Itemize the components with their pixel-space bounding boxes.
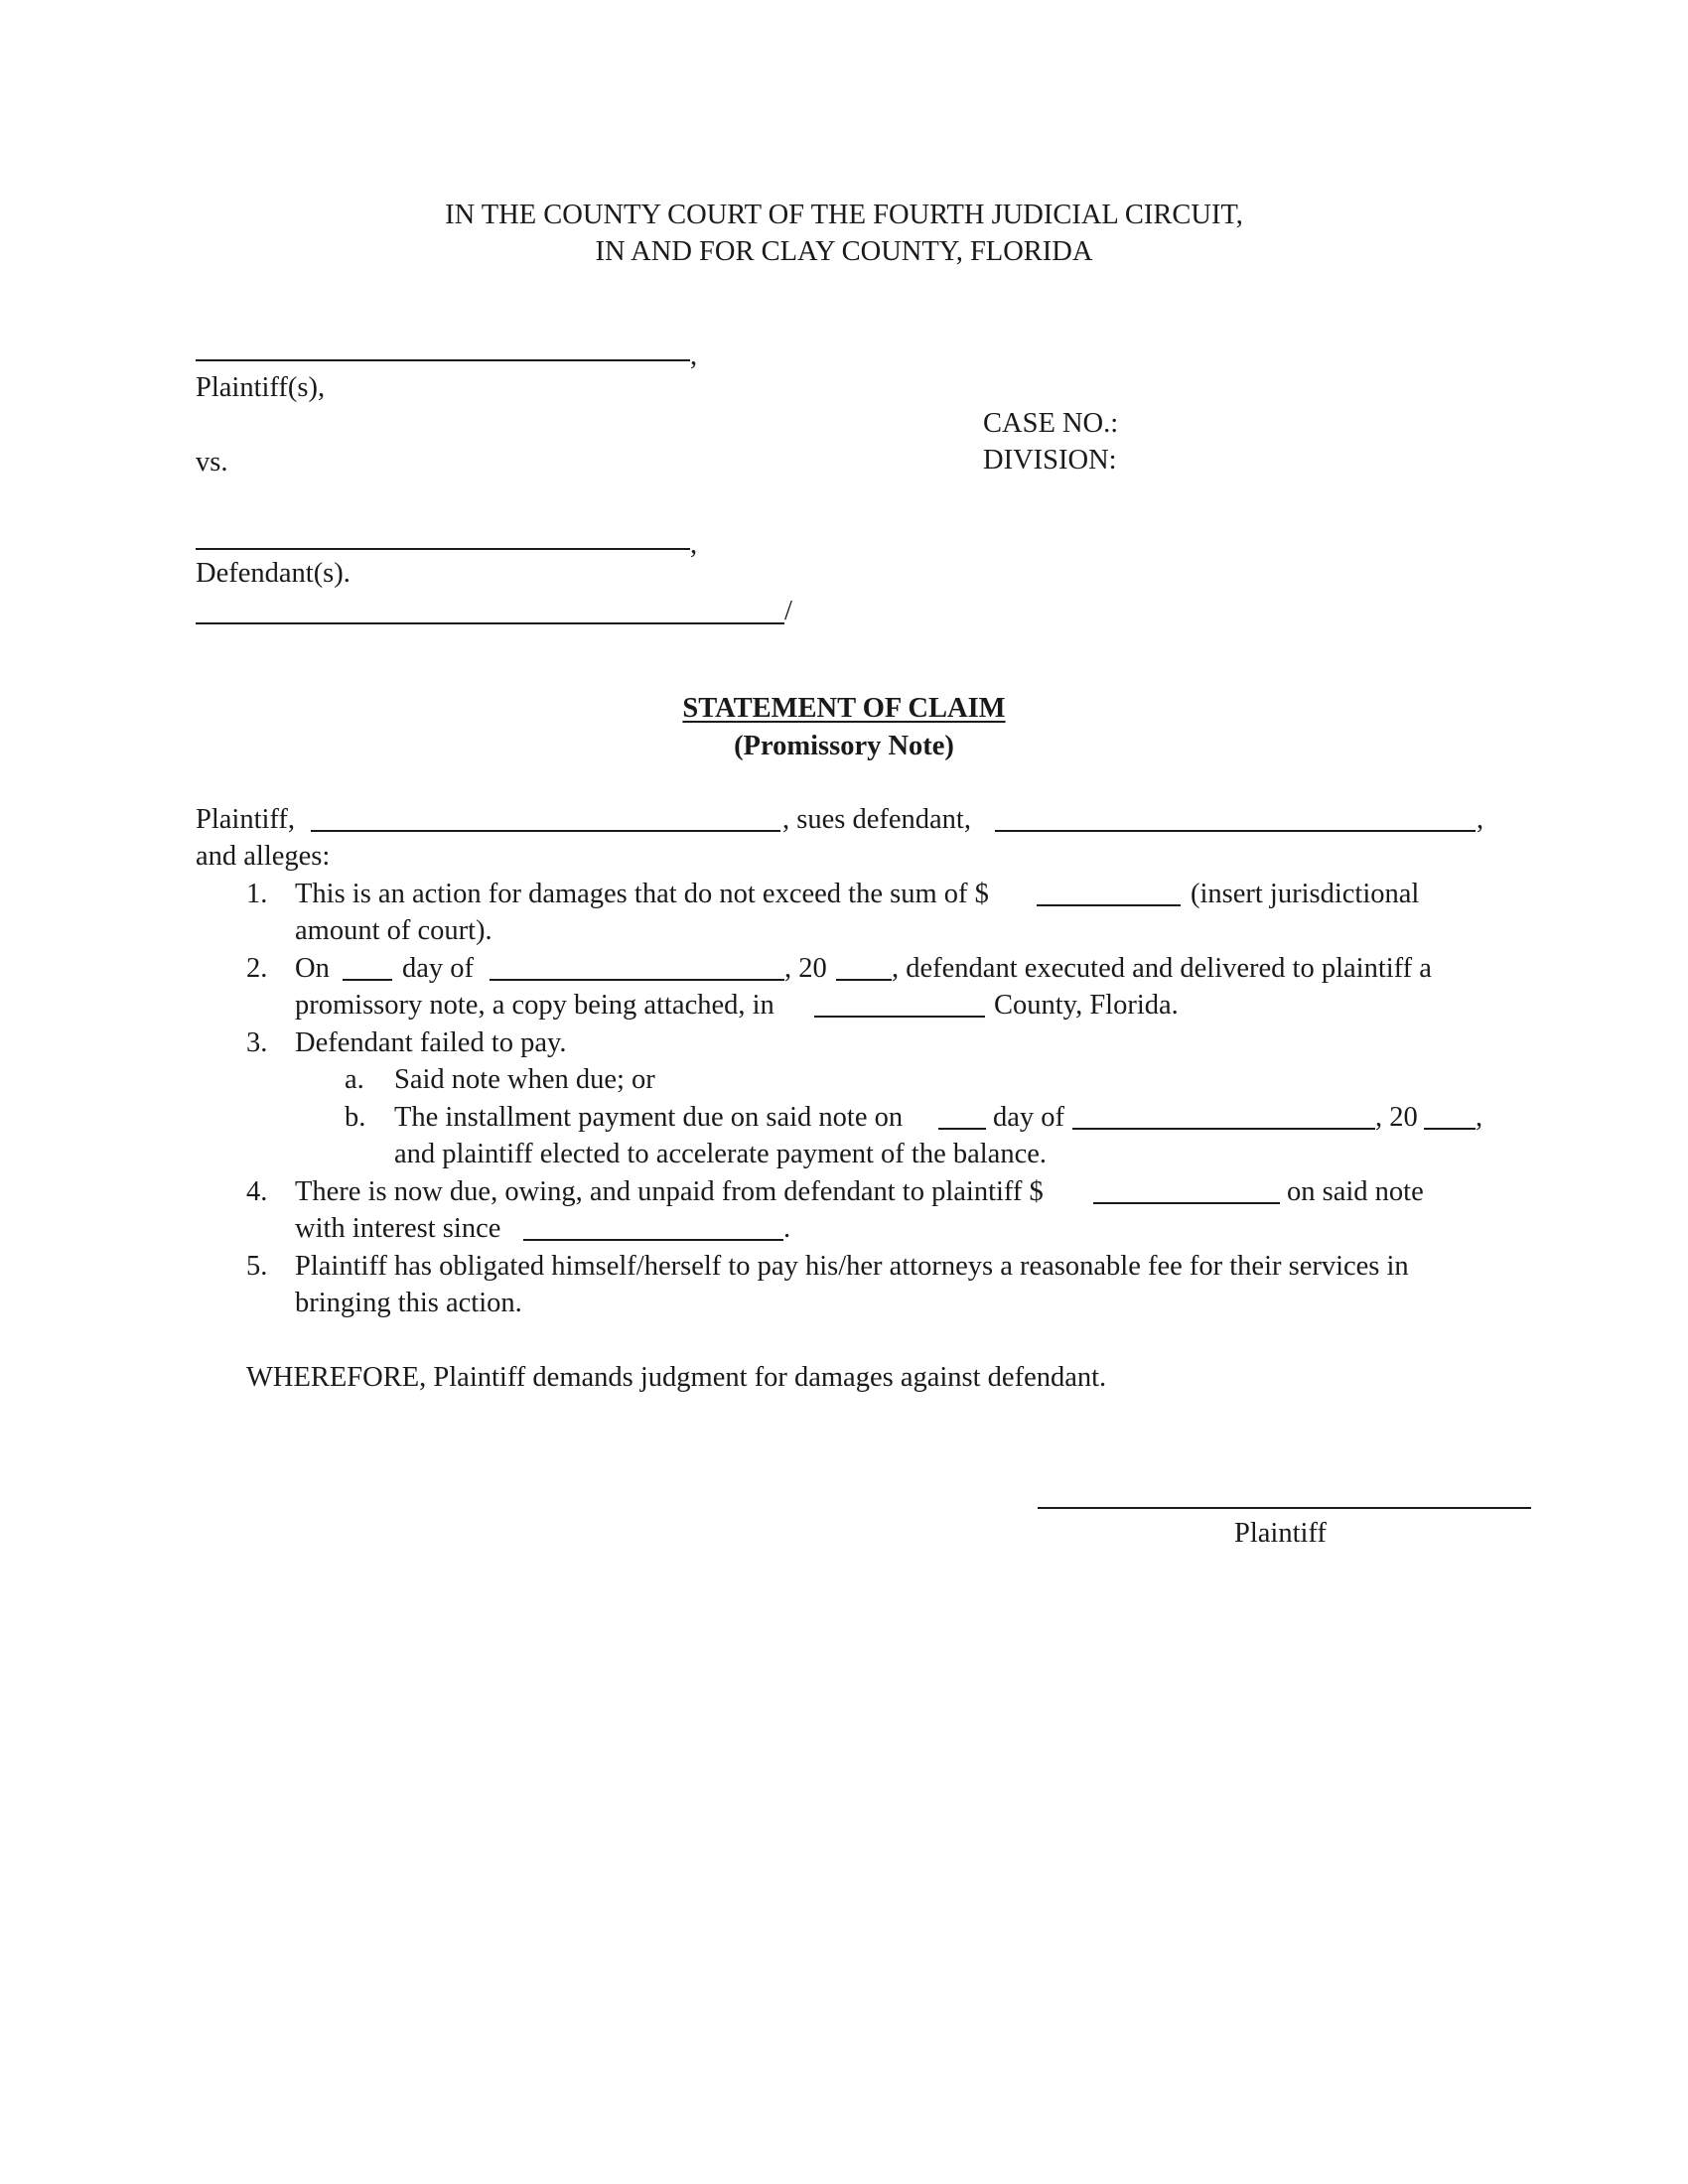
allegation-5-number: 5. xyxy=(246,1251,268,1282)
allegation-1-text-b: (insert jurisdictional xyxy=(1191,879,1420,909)
damages-amount-blank[interactable] xyxy=(1037,904,1181,906)
plaintiff-name-line[interactable] xyxy=(196,359,690,361)
amount-due-blank[interactable] xyxy=(1093,1202,1280,1204)
allegation-3b-text-2: and plaintiff elected to accelerate payment of the balance. xyxy=(394,1139,1048,1169)
allegation-3b-day-of: day of xyxy=(993,1102,1065,1133)
allegation-2-on: On xyxy=(295,953,330,984)
allegation-3-number: 3. xyxy=(246,1027,268,1058)
wherefore-clause: WHEREFORE, Plaintiff demands judgment for damages against defendant. xyxy=(246,1362,1107,1393)
allegation-3-text: Defendant failed to pay. xyxy=(295,1027,567,1058)
installment-year-blank[interactable] xyxy=(1424,1128,1476,1130)
defendant-label: Defendant(s). xyxy=(196,558,351,589)
allegation-2-county: County, Florida. xyxy=(994,990,1179,1021)
defendant-line-comma: , xyxy=(690,529,698,560)
interest-since-blank[interactable] xyxy=(523,1239,783,1241)
allegation-4-text-b: on said note xyxy=(1287,1176,1424,1207)
defendant-name-line[interactable] xyxy=(196,548,690,550)
intro-alleges: and alleges: xyxy=(196,841,331,872)
court-heading-line1: IN THE COUNTY COURT OF THE FOURTH JUDICIAL CIRCUIT, xyxy=(445,200,1243,230)
allegation-2-text-b: promissory note, a copy being attached, in xyxy=(295,990,774,1021)
allegation-3a-text: Said note when due; or xyxy=(394,1064,655,1095)
allegation-2-day-of: day of xyxy=(402,953,475,984)
note-day-blank[interactable] xyxy=(343,979,392,981)
allegation-4-text-c: with interest since xyxy=(295,1213,501,1244)
signature-label: Plaintiff xyxy=(1234,1518,1327,1549)
allegation-2-year-prefix: , 20 xyxy=(784,953,827,984)
allegation-1-text-a: This is an action for damages that do not exceed the sum of $ xyxy=(295,879,989,909)
caption-closing-slash: / xyxy=(784,596,792,626)
allegation-5-text-b: bringing this action. xyxy=(295,1288,522,1318)
case-no-label: CASE NO.: xyxy=(983,408,1119,439)
note-year-blank[interactable] xyxy=(836,979,892,981)
plaintiff-label: Plaintiff(s), xyxy=(196,372,326,403)
allegation-3b-comma: , xyxy=(1476,1102,1483,1133)
allegation-2-number: 2. xyxy=(246,953,268,984)
allegation-3b-text-1: The installment payment due on said note on xyxy=(394,1102,904,1133)
allegation-3a-letter: a. xyxy=(345,1064,364,1095)
allegation-3b-letter: b. xyxy=(345,1102,366,1133)
allegation-2-executed: , defendant executed and delivered to plaintiff a xyxy=(892,953,1432,984)
court-heading-line2: IN AND FOR CLAY COUNTY, FLORIDA xyxy=(595,236,1093,267)
allegation-4-number: 4. xyxy=(246,1176,268,1207)
intro-sues-text: , sues defendant, xyxy=(782,804,971,835)
plaintiff-line-comma: , xyxy=(690,341,698,371)
intro-comma: , xyxy=(1477,804,1484,835)
county-blank[interactable] xyxy=(814,1016,985,1018)
allegation-5-text-a: Plaintiff has obligated himself/herself to pay his/her attorneys a reasonable fee for their services in xyxy=(295,1251,1409,1282)
document-title: STATEMENT OF CLAIM xyxy=(682,693,1006,724)
allegation-4-text-a: There is now due, owing, and unpaid from defendant to plaintiff $ xyxy=(295,1176,1044,1207)
allegation-4-period: . xyxy=(783,1213,791,1244)
allegation-1-number: 1. xyxy=(246,879,268,909)
versus-text: vs. xyxy=(196,447,228,478)
division-label: DIVISION: xyxy=(983,445,1117,476)
signature-line[interactable] xyxy=(1038,1507,1531,1509)
intro-plaintiff-name-blank[interactable] xyxy=(311,830,780,832)
intro-defendant-name-blank[interactable] xyxy=(995,830,1476,832)
allegation-1-text-c: amount of court). xyxy=(295,915,492,946)
allegation-3b-year-prefix: , 20 xyxy=(1375,1102,1418,1133)
intro-plaintiff-word: Plaintiff, xyxy=(196,804,296,835)
caption-closing-line xyxy=(196,622,784,624)
document-subtitle: (Promissory Note) xyxy=(734,731,954,761)
note-month-blank[interactable] xyxy=(490,979,784,981)
installment-month-blank[interactable] xyxy=(1072,1128,1375,1130)
installment-day-blank[interactable] xyxy=(938,1128,986,1130)
